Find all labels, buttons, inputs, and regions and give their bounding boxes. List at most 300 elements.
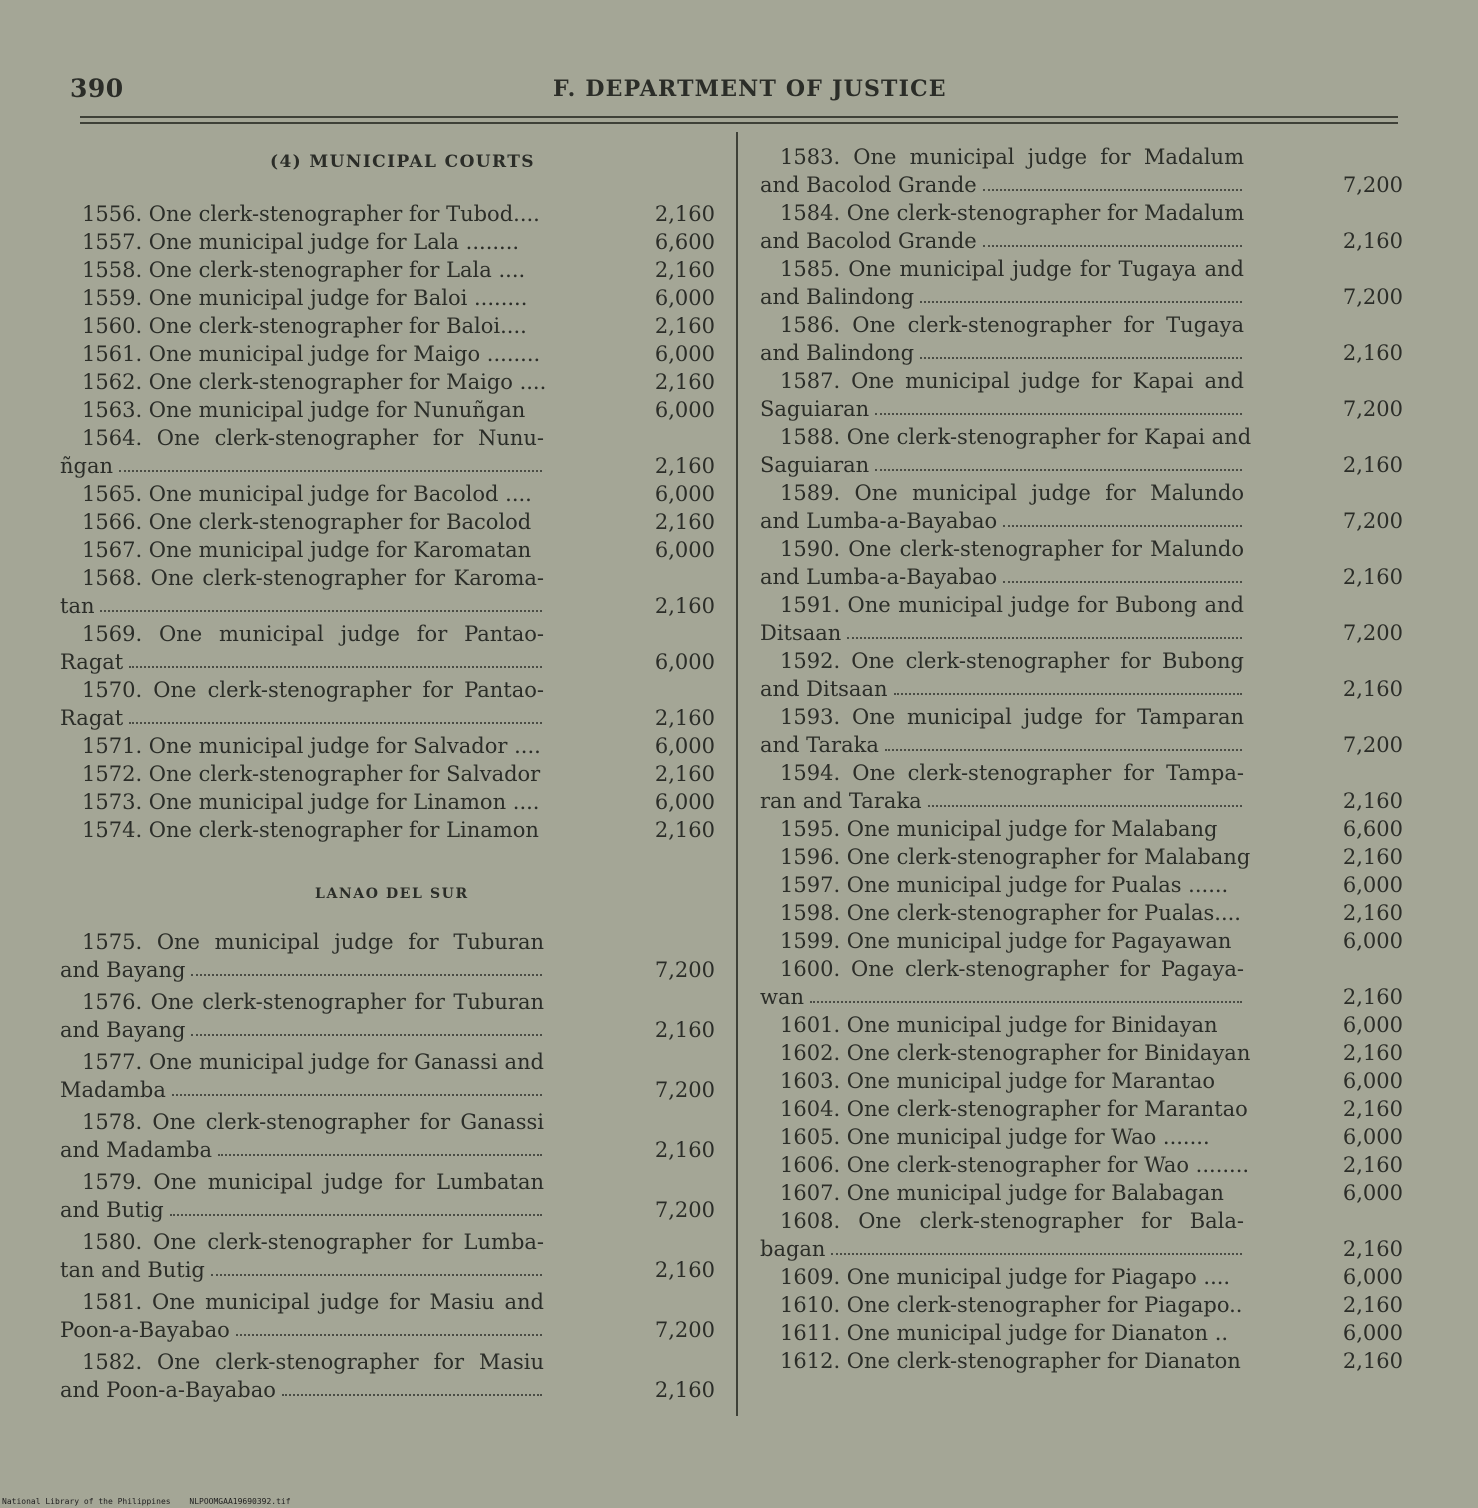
item-description — [60, 368, 547, 396]
dot-leader — [170, 1196, 542, 1216]
item-amount: 2,160 — [1342, 565, 1403, 589]
budget-item — [760, 1319, 1403, 1347]
footer-library: National Library of the Philippines — [2, 1497, 171, 1506]
budget-item — [60, 228, 715, 256]
item-description-continued — [60, 1016, 544, 1044]
item-description — [60, 564, 544, 592]
item-amount: 2,160 — [654, 314, 715, 338]
item-description — [760, 479, 1244, 507]
item-text: 1611. One municipal judge for Dianaton .. — [780, 1321, 1229, 1345]
item-text: 1596. One clerk-stenographer for Malabang — [780, 845, 1251, 869]
dot-leader — [847, 619, 1242, 639]
item-amount: 7,200 — [1342, 285, 1403, 309]
item-amount: 2,160 — [654, 1258, 715, 1282]
item-description — [760, 423, 1252, 451]
item-text: and Madamba — [60, 1138, 213, 1162]
item-text: 1612. One clerk-stenographer for Dianaton — [780, 1349, 1241, 1373]
item-description — [60, 424, 544, 452]
item-description — [760, 1179, 1244, 1207]
item-description — [60, 200, 544, 228]
section-title: (4) MUNICIPAL COURTS — [270, 152, 535, 172]
item-text: 1600. One clerk-stenographer for Pagaya- — [780, 957, 1244, 981]
budget-item — [60, 508, 715, 536]
item-text: 1606. One clerk-stenographer for Wao ........ — [780, 1153, 1250, 1177]
dot-leader — [191, 1016, 542, 1036]
item-text: 1580. One clerk-stenographer for Lumba- — [82, 1230, 544, 1254]
item-description-continued — [760, 227, 1244, 255]
item-description — [760, 955, 1244, 983]
item-amount: 2,160 — [1342, 901, 1403, 925]
budget-item — [60, 676, 715, 732]
item-description — [60, 1168, 544, 1196]
item-amount: 6,000 — [654, 650, 715, 674]
item-text: 1558. One clerk-stenographer for Lala .... — [82, 258, 526, 282]
item-description — [760, 927, 1244, 955]
budget-item — [60, 620, 715, 676]
budget-item — [60, 1168, 715, 1224]
budget-item — [760, 535, 1403, 591]
item-description — [60, 620, 544, 648]
item-description — [60, 312, 544, 340]
item-text: and Lumba-a-Bayabao — [760, 509, 998, 533]
item-text: 1581. One municipal judge for Masiu and — [82, 1290, 544, 1314]
page-number: 390 — [70, 74, 124, 103]
item-text: 1590. One clerk-stenographer for Malundo — [780, 537, 1244, 561]
dot-leader — [282, 1376, 542, 1396]
item-description — [760, 1067, 1244, 1095]
item-description — [760, 367, 1244, 395]
item-amount: 2,160 — [1342, 1293, 1403, 1317]
budget-item — [760, 311, 1403, 367]
item-amount: 7,200 — [654, 958, 715, 982]
right-column — [760, 143, 1403, 1375]
budget-item — [760, 899, 1403, 927]
item-text: and Balindong — [760, 341, 915, 365]
item-description-continued — [60, 1316, 544, 1344]
budget-item — [760, 591, 1403, 647]
item-text: 1597. One municipal judge for Pualas ...... — [780, 873, 1229, 897]
item-text: 1562. One clerk-stenographer for Maigo .... — [82, 370, 547, 394]
budget-item — [60, 1348, 715, 1404]
item-description — [60, 228, 544, 256]
item-description-continued — [760, 619, 1244, 647]
item-amount: 2,160 — [1342, 677, 1403, 701]
budget-item — [760, 1095, 1403, 1123]
item-text: 1569. One municipal judge for Pantao- — [82, 622, 544, 646]
item-description — [60, 788, 544, 816]
item-text: ñgan — [60, 454, 114, 478]
item-text: wan — [760, 985, 805, 1009]
item-amount: 2,160 — [1342, 845, 1403, 869]
item-description-continued — [760, 283, 1244, 311]
item-text: 1604. One clerk-stenographer for Marantao — [780, 1097, 1248, 1121]
item-text: and Poon-a-Bayabao — [60, 1378, 276, 1402]
item-description — [60, 284, 544, 312]
item-description-continued — [60, 1376, 544, 1404]
item-text: 1586. One clerk-stenographer for Tugaya — [780, 313, 1244, 337]
item-description — [760, 1263, 1244, 1291]
budget-item — [760, 815, 1403, 843]
budget-item — [760, 955, 1403, 1011]
dot-leader — [1003, 507, 1242, 527]
item-description — [760, 535, 1244, 563]
item-description — [60, 340, 544, 368]
item-description — [60, 760, 544, 788]
item-description-continued — [760, 983, 1244, 1011]
dot-leader — [875, 395, 1242, 415]
budget-item — [760, 479, 1403, 535]
budget-item — [760, 423, 1403, 479]
item-amount: 2,160 — [1342, 229, 1403, 253]
item-description-continued — [760, 339, 1244, 367]
dot-leader — [100, 592, 542, 612]
budget-item — [760, 759, 1403, 815]
item-text: tan and Butig — [60, 1258, 205, 1282]
subsection-title: LANAO DEL SUR — [315, 886, 469, 902]
item-text: 1571. One municipal judge for Salvador .... — [82, 734, 541, 758]
item-description-continued — [60, 452, 544, 480]
dot-leader — [236, 1316, 542, 1336]
item-amount: 2,160 — [654, 1138, 715, 1162]
item-amount: 6,000 — [1342, 1181, 1403, 1205]
item-text: 1610. One clerk-stenographer for Piagapo.. — [780, 1293, 1243, 1317]
item-description-continued — [760, 507, 1244, 535]
dot-leader — [920, 283, 1242, 303]
dot-leader — [119, 452, 542, 472]
item-amount: 6,000 — [654, 538, 715, 562]
item-amount: 6,000 — [1342, 1125, 1403, 1149]
item-text: 1583. One municipal judge for Madalum — [780, 145, 1244, 169]
item-description-continued — [60, 704, 544, 732]
header-rule — [80, 116, 1398, 118]
item-text: 1578. One clerk-stenographer for Ganassi — [82, 1110, 544, 1134]
item-text: 1564. One clerk-stenographer for Nunu- — [82, 426, 544, 450]
item-text: 1567. One municipal judge for Karomatan — [82, 538, 532, 562]
item-amount: 6,000 — [654, 790, 715, 814]
item-text: 1594. One clerk-stenographer for Tampa- — [780, 761, 1244, 785]
budget-item — [760, 1207, 1403, 1263]
item-description-continued — [760, 395, 1244, 423]
item-text: 1591. One municipal judge for Bubong and — [780, 593, 1244, 617]
item-description — [760, 1291, 1244, 1319]
budget-item — [60, 284, 715, 312]
item-description — [760, 199, 1244, 227]
dot-leader — [983, 227, 1242, 247]
item-description — [760, 1347, 1244, 1375]
item-description-continued — [760, 451, 1244, 479]
budget-item — [760, 1179, 1403, 1207]
item-description — [760, 1319, 1244, 1347]
item-text: and Taraka — [760, 733, 879, 757]
running-head: F. DEPARTMENT OF JUSTICE — [553, 76, 947, 102]
item-amount: 7,200 — [1342, 733, 1403, 757]
budget-item — [60, 424, 715, 480]
item-text: and Bacolod Grande — [760, 173, 977, 197]
item-description — [60, 732, 544, 760]
item-description-continued — [60, 956, 544, 984]
dot-leader — [885, 731, 1242, 751]
budget-item — [60, 788, 715, 816]
item-text: Saguiaran — [760, 397, 870, 421]
dot-leader — [1003, 563, 1242, 583]
budget-item — [60, 1228, 715, 1284]
item-amount: 2,160 — [1342, 789, 1403, 813]
item-amount: 6,600 — [654, 230, 715, 254]
item-text: 1599. One municipal judge for Pagayawan — [780, 929, 1232, 953]
item-description — [60, 1048, 544, 1076]
dot-leader — [875, 451, 1242, 471]
item-description — [60, 816, 544, 844]
budget-item — [760, 1347, 1403, 1375]
item-description-continued — [60, 648, 544, 676]
item-text: 1607. One municipal judge for Balabagan — [780, 1181, 1224, 1205]
item-amount: 6,000 — [1342, 1013, 1403, 1037]
item-description — [60, 988, 544, 1016]
dot-leader — [920, 339, 1242, 359]
budget-item — [760, 1011, 1403, 1039]
item-text: 1608. One clerk-stenographer for Bala- — [780, 1209, 1244, 1233]
item-description-continued — [760, 731, 1244, 759]
item-text: 1560. One clerk-stenographer for Baloi.... — [82, 314, 527, 338]
item-description — [760, 1039, 1251, 1067]
budget-item — [760, 1039, 1403, 1067]
budget-item — [60, 988, 715, 1044]
dot-leader — [172, 1076, 542, 1096]
item-text: 1587. One municipal judge for Kapai and — [780, 369, 1244, 393]
item-text: bagan — [760, 1237, 826, 1261]
budget-item — [60, 200, 715, 228]
item-description — [60, 1288, 544, 1316]
item-text: 1561. One municipal judge for Maigo ........ — [82, 342, 541, 366]
item-amount: 7,200 — [1342, 509, 1403, 533]
item-text: 1601. One municipal judge for Binidayan — [780, 1013, 1218, 1037]
left-column-municipal-courts — [60, 200, 715, 844]
item-description — [760, 143, 1244, 171]
budget-item — [60, 256, 715, 284]
item-text: and Butig — [60, 1198, 164, 1222]
item-description-continued — [760, 563, 1244, 591]
item-text: 1584. One clerk-stenographer for Madalum — [780, 201, 1245, 225]
item-description — [760, 843, 1251, 871]
item-text: and Bayang — [60, 1018, 186, 1042]
budget-item — [60, 564, 715, 620]
item-description — [760, 703, 1244, 731]
item-description — [60, 928, 544, 956]
dot-leader — [810, 983, 1242, 1003]
item-description — [760, 1095, 1248, 1123]
item-amount: 2,160 — [1342, 1349, 1403, 1373]
budget-item — [760, 871, 1403, 899]
item-description — [760, 759, 1244, 787]
budget-item — [60, 816, 715, 844]
item-text: 1563. One municipal judge for Nunuñgan — [82, 398, 526, 422]
item-text: 1572. One clerk-stenographer for Salvador — [82, 762, 541, 786]
header-rule — [80, 122, 1398, 124]
item-text: 1566. One clerk-stenographer for Bacolod — [82, 510, 532, 534]
dot-leader — [983, 171, 1242, 191]
item-amount: 2,160 — [654, 202, 715, 226]
item-amount: 6,000 — [1342, 929, 1403, 953]
item-description — [60, 508, 544, 536]
item-description — [760, 311, 1244, 339]
budget-item — [60, 1048, 715, 1104]
budget-item — [760, 199, 1403, 255]
budget-item — [60, 536, 715, 564]
item-description — [60, 1228, 544, 1256]
item-amount: 7,200 — [1342, 397, 1403, 421]
item-amount: 6,000 — [1342, 1265, 1403, 1289]
budget-item — [760, 703, 1403, 759]
item-text: Poon-a-Bayabao — [60, 1318, 230, 1342]
item-amount: 2,160 — [1342, 985, 1403, 1009]
item-description-continued — [60, 1256, 544, 1284]
budget-item — [760, 927, 1403, 955]
item-text: 1575. One municipal judge for Tuburan — [82, 930, 544, 954]
item-text: 1559. One municipal judge for Baloi ........ — [82, 286, 528, 310]
item-description — [60, 1348, 544, 1376]
budget-item — [60, 396, 715, 424]
item-description — [60, 536, 544, 564]
item-amount: 2,160 — [654, 258, 715, 282]
item-amount: 2,160 — [1342, 1237, 1403, 1261]
budget-item — [760, 1151, 1403, 1179]
item-text: 1592. One clerk-stenographer for Bubong — [780, 649, 1244, 673]
item-text: Saguiaran — [760, 453, 870, 477]
dot-leader — [894, 675, 1243, 695]
item-description-continued — [60, 592, 544, 620]
dot-leader — [831, 1235, 1242, 1255]
item-text: 1573. One municipal judge for Linamon .... — [82, 790, 540, 814]
dot-leader — [129, 648, 542, 668]
item-amount: 6,000 — [654, 734, 715, 758]
item-text: 1577. One municipal judge for Ganassi and — [82, 1050, 544, 1074]
item-amount: 2,160 — [1342, 453, 1403, 477]
item-description-continued — [760, 675, 1244, 703]
item-description — [60, 1108, 544, 1136]
item-text: ran and Taraka — [760, 789, 922, 813]
budget-item — [760, 1263, 1403, 1291]
item-description-continued — [60, 1196, 544, 1224]
dot-leader — [129, 704, 542, 724]
item-description — [760, 1011, 1244, 1039]
item-description — [60, 676, 544, 704]
item-description — [760, 255, 1244, 283]
item-description-continued — [760, 787, 1244, 815]
item-text: 1576. One clerk-stenographer for Tuburan — [82, 990, 544, 1014]
item-text: 1582. One clerk-stenographer for Masiu — [82, 1350, 544, 1374]
item-text: 1605. One municipal judge for Wao ....... — [780, 1125, 1210, 1149]
item-text: 1565. One municipal judge for Bacolod .... — [82, 482, 532, 506]
item-amount: 7,200 — [1342, 621, 1403, 645]
budget-item — [60, 480, 715, 508]
item-description — [760, 1207, 1244, 1235]
item-text: and Bacolod Grande — [760, 229, 977, 253]
item-amount: 7,200 — [1342, 173, 1403, 197]
item-amount: 2,160 — [654, 370, 715, 394]
item-amount: 7,200 — [654, 1318, 715, 1342]
item-text: and Bayang — [60, 958, 186, 982]
budget-item — [760, 1067, 1403, 1095]
item-text: 1588. One clerk-stenographer for Kapai and — [780, 425, 1252, 449]
item-text: Madamba — [60, 1078, 166, 1102]
footer-file: NLPOOMGAA19690392.tif — [189, 1497, 291, 1506]
item-text: 1556. One clerk-stenographer for Tubod.... — [82, 202, 540, 226]
item-amount: 2,160 — [654, 818, 715, 842]
item-amount: 2,160 — [1342, 1097, 1403, 1121]
item-description-continued — [760, 1235, 1244, 1263]
budget-item — [60, 928, 715, 984]
budget-item — [760, 143, 1403, 199]
budget-item — [60, 312, 715, 340]
item-text: and Ditsaan — [760, 677, 888, 701]
budget-item — [60, 1288, 715, 1344]
budget-item — [760, 843, 1403, 871]
item-text: 1557. One municipal judge for Lala ........ — [82, 230, 520, 254]
item-amount: 2,160 — [654, 454, 715, 478]
item-amount: 6,000 — [654, 482, 715, 506]
item-description — [760, 871, 1244, 899]
item-amount: 6,000 — [1342, 1321, 1403, 1345]
item-description — [760, 1151, 1250, 1179]
item-text: 1593. One municipal judge for Tamparan — [780, 705, 1244, 729]
item-description — [760, 899, 1244, 927]
item-text: and Lumba-a-Bayabao — [760, 565, 998, 589]
item-amount: 2,160 — [654, 510, 715, 534]
item-text: 1585. One municipal judge for Tugaya and — [780, 257, 1244, 281]
item-text: and Balindong — [760, 285, 915, 309]
item-text: 1570. One clerk-stenographer for Pantao- — [82, 678, 544, 702]
item-amount: 6,000 — [654, 286, 715, 310]
item-amount: 7,200 — [654, 1078, 715, 1102]
budget-item — [760, 1291, 1403, 1319]
item-amount: 7,200 — [654, 1198, 715, 1222]
item-text: 1602. One clerk-stenographer for Binidayan — [780, 1041, 1251, 1065]
item-amount: 6,000 — [654, 342, 715, 366]
dot-leader — [211, 1256, 542, 1276]
item-amount: 2,160 — [654, 1018, 715, 1042]
scan-footer — [2, 1497, 305, 1506]
budget-item — [60, 760, 715, 788]
item-text: 1603. One municipal judge for Marantao — [780, 1069, 1216, 1093]
item-text: tan — [60, 594, 95, 618]
item-description — [60, 256, 544, 284]
item-amount: 2,160 — [1342, 341, 1403, 365]
item-amount: 2,160 — [1342, 1041, 1403, 1065]
item-text: 1568. One clerk-stenographer for Karoma- — [82, 566, 544, 590]
item-amount: 2,160 — [654, 1378, 715, 1402]
item-amount: 6,000 — [654, 398, 715, 422]
item-description — [760, 1123, 1244, 1151]
budget-item — [760, 647, 1403, 703]
column-divider — [736, 132, 738, 1416]
item-description-continued — [60, 1136, 544, 1164]
budget-item — [60, 1108, 715, 1164]
item-text: Ragat — [60, 650, 124, 674]
left-column-lanao-del-sur — [60, 928, 715, 1404]
budget-item — [60, 732, 715, 760]
item-description-continued — [60, 1076, 544, 1104]
item-amount: 2,160 — [654, 762, 715, 786]
dot-leader — [218, 1136, 542, 1156]
item-text: Ditsaan — [760, 621, 842, 645]
item-amount: 6,000 — [1342, 1069, 1403, 1093]
item-description — [60, 480, 544, 508]
item-amount: 6,600 — [1342, 817, 1403, 841]
item-description — [760, 647, 1244, 675]
item-amount: 2,160 — [654, 594, 715, 618]
item-amount: 2,160 — [654, 706, 715, 730]
item-amount: 6,000 — [1342, 873, 1403, 897]
